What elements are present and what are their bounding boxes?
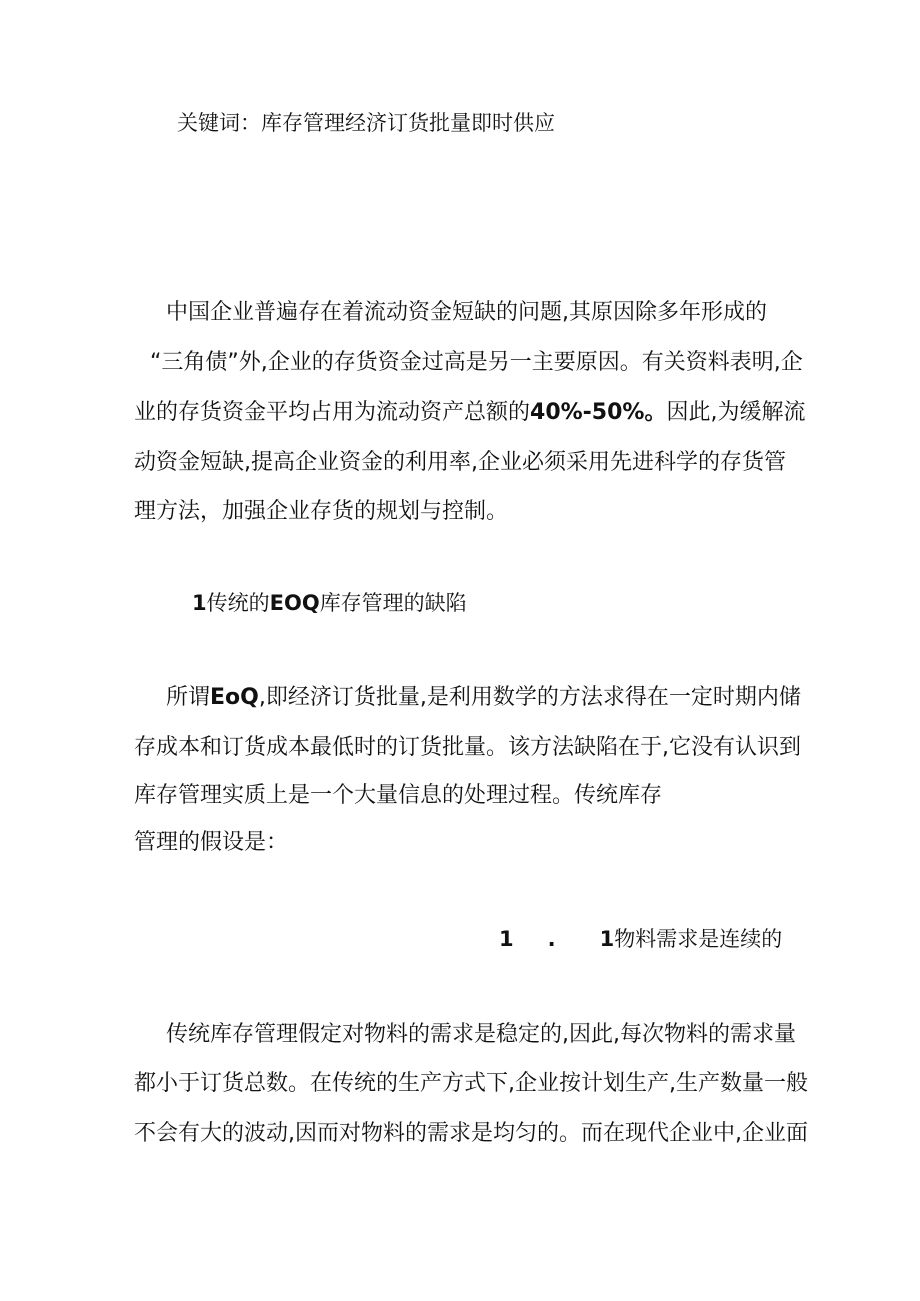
section-title-post: 库存管理的缺陷 <box>319 591 467 615</box>
subsection-title: 物料需求是连续的 <box>614 927 783 951</box>
para2-line-2: 存成本和订货成本最低时的订货批量。该方法缺陷在于,它没有认识到 <box>134 735 801 760</box>
keywords-line: 关键词：库存管理经济订货批量即时供应 <box>177 111 555 135</box>
subsection-dot: . <box>547 927 556 951</box>
intro-line-3-text: 业的存货资金平均占用为流动资产总额的 <box>134 400 531 425</box>
section-acronym: EOQ <box>269 591 320 615</box>
intro-line-1: 中国企业普遍存在着流动资金短缺的问题,其原因除多年形成的 <box>166 300 767 325</box>
subsection-heading <box>499 923 782 955</box>
section-number: 1 <box>192 591 207 615</box>
para2-line-4: 管理的假设是： <box>134 830 289 855</box>
para3-line-2: 都小于订货总数。在传统的生产方式下,企业按计划生产,生产数量一般 <box>134 1071 808 1096</box>
para2-line-1-rest: ,即经济订货批量,是利用数学的方法求得在一定时期内储 <box>258 685 801 710</box>
section-title-pre: 传统的 <box>206 591 270 615</box>
intro-line-3 <box>134 397 805 429</box>
para3-line-1: 传统库存管理假定对物料的需求是稳定的,因此,每次物料的需求量 <box>166 1022 796 1047</box>
para2-acronym: EoQ <box>210 685 259 710</box>
subsection-number-1: 1 <box>499 927 514 951</box>
intro-line-5: 理方法，加强企业存货的规划与控制。 <box>134 499 509 524</box>
intro-line-3-tail: 因此,为缓解流 <box>666 400 806 425</box>
intro-line-4: 动资金短缺,提高企业资金的利用率,企业必须采用先进科学的存货管 <box>134 450 786 475</box>
para2-pre: 所谓 <box>166 685 211 710</box>
para3-line-3: 不会有大的波动,因而对物料的需求是均匀的。而在现代企业中,企业面 <box>134 1121 808 1146</box>
para2-line-1 <box>166 682 801 714</box>
percent-range: 40%-50%。 <box>530 400 667 425</box>
subsection-number-2: 1 <box>599 927 615 951</box>
para2-line-3: 库存管理实质上是一个大量信息的处理过程。传统库存 <box>134 783 663 808</box>
intro-line-2: “三角债”外,企业的存货资金过高是另一主要原因。有关资料表明,企 <box>150 350 803 375</box>
section-heading <box>192 587 467 619</box>
